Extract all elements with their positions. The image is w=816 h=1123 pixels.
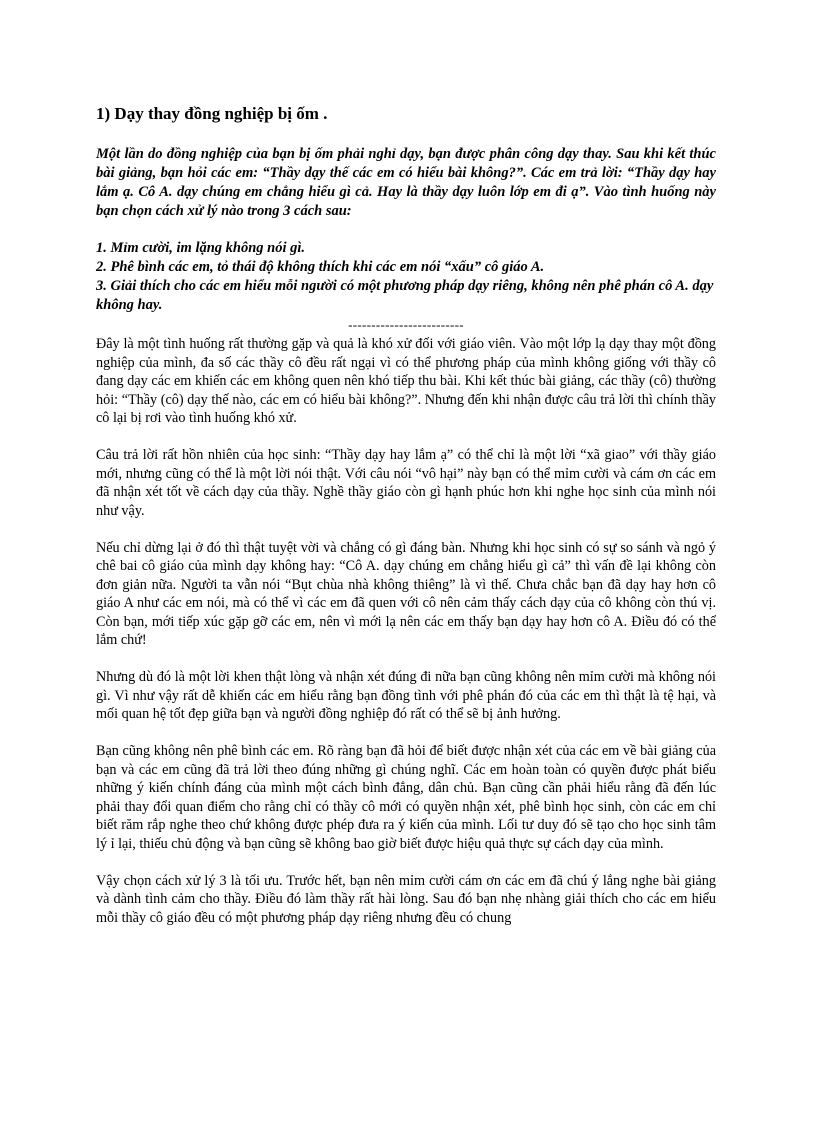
paragraph-5: Bạn cũng không nên phê bình các em. Rõ ràng bạn đã hỏi để biết được nhận xét của các em về bài giảng của bạn và các em cũng đã trả lời theo đúng những gì chúng nghĩ. Các em hoàn toàn có quyền được phát biểu những ý kiến chính đáng của mình một cách bình đẳng, dân chủ. Bạn cũng cần phải hiểu rằng đã đến lúc phải thay đổi quan điểm cho rằng chỉ có thầy cô mới có quyền nhận xét, phê bình học sinh, còn các em chỉ biết răm rắp nghe theo chứ không được phép đưa ra ý kiến của mình. Lối tư duy đó sẽ tạo cho học sinh tâm lý ỉ lại, thiếu chủ động và bạn cũng sẽ không bao giờ biết được hiệu quả thực sự cách dạy của mình. xyxy=(96,743,716,852)
option-2: 2. Phê bình các em, tỏ thái độ không thích khi các em nói “xấu” cô giáo A. xyxy=(96,259,545,275)
paragraph-3: Nếu chỉ dừng lại ở đó thì thật tuyệt vời và chẳng có gì đáng bàn. Nhưng khi học sinh có sự so sánh và ngỏ ý chê bai cô giáo của mình dạy không hay: “Cô A. dạy chúng em chẳng hiểu gì cả” thì vấn đề lại không còn đơn giản nữa. Người ta vẫn nói “Bụt chùa nhà không thiêng” là vì thế. Chưa chắc bạn đã dạy hay hơn cô giáo A như các em nói, mà có thể vì các em đã quen với cô nên cảm thấy cách dạy của cô không còn thú vị. Còn bạn, mới tiếp xúc gặp gỡ các em, nên vì mới lạ nên các em thấy bạn dạy hay hơn cô A. Điều đó có thể lắm chứ! xyxy=(96,539,716,648)
paragraph-6: Vậy chọn cách xử lý 3 là tối ưu. Trước hết, bạn nên mỉm cười cám ơn các em đã chú ý lắng nghe bài giảng và dành tình cảm cho thầy. Điều đó làm thầy rất hài lòng. Sau đó bạn nhẹ nhàng giải thích cho các em hiểu mỗi thầy cô giáo đều có một phương pháp dạy riêng nhưng đều có chung xyxy=(96,872,716,926)
situation-question: Một lần do đồng nghiệp của bạn bị ốm phải nghỉ dạy, bạn được phân công dạy thay. Sau khi kết thúc bài giảng, bạn hỏi các em: “Thầy dạy thế các em có hiểu bài không?”. Các em trả lời: “Thầy dạy hay lắm ạ. Cô A. dạy chúng em chẳng hiểu gì cả. Hay là thầy dạy luôn lớp em đi ạ”. Vào tình huống này bạn chọn cách xử lý nào trong 3 cách sau: xyxy=(96,146,716,219)
paragraph-4: Nhưng dù đó là một lời khen thật lòng và nhận xét đúng đi nữa bạn cũng không nên mỉm cười mà không nói gì. Vì như vậy rất dễ khiến các em hiểu rằng bạn đồng tình với phê phán đó của các em thì thật là tệ hại, và mối quan hệ tốt đẹp giữa bạn và người đồng nghiệp đó rất có thể sẽ bị ảnh hưởng. xyxy=(96,669,716,722)
paragraph-2: Câu trả lời rất hồn nhiên của học sinh: “Thầy dạy hay lắm ạ” có thể chỉ là một lời “xã giao” với thầy giáo mới, nhưng cũng có thể là một lời nói thật. Với câu nói “vô hại” này bạn có thể mỉm cười và cám ơn các em đã nhận xét tốt về cách dạy của thầy. Nghề thầy giáo còn gì hạnh phúc hơn khi nghe học sinh của mình nói như vậy. xyxy=(96,447,716,519)
answer-body xyxy=(96,335,716,927)
option-1: 1. Mỉm cười, im lặng không nói gì. xyxy=(96,240,306,256)
section-heading: 1) Dạy thay đồng nghiệp bị ốm . xyxy=(96,104,328,123)
divider-line: ------------------------- xyxy=(348,317,464,332)
options-list xyxy=(96,239,716,315)
document-page xyxy=(96,103,716,946)
option-3: 3. Giải thích cho các em hiểu mỗi người có một phương pháp dạy riêng, không nên phê phán cô A. dạy không hay. xyxy=(96,278,714,313)
paragraph-1: Đây là một tình huống rất thường gặp và quả là khó xử đối với giáo viên. Vào một lớp lạ dạy thay một đồng nghiệp của mình, đa số các thầy cô đều rất ngại vì có thể phương pháp của mình không giống với thầy cô đang dạy các em khiến các em không quen nên khó tiếp thu bài. Khi kết thúc bài giảng, các thầy (cô) thường hỏi: “Thầy (cô) dạy thế nào, các em có hiểu bài không?”. Nhưng đến khi nhận được câu trả lời thì chính thầy cô lại bị rơi vào tình huống khó xử. xyxy=(96,336,716,426)
